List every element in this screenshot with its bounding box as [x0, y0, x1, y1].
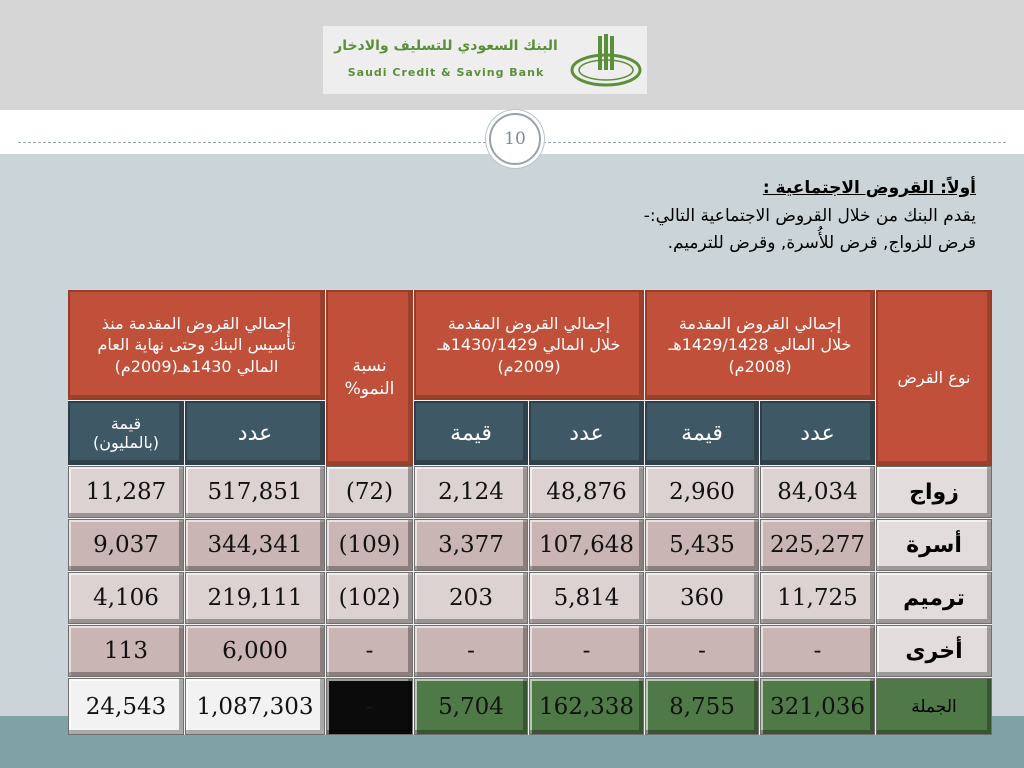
table-cell: -	[414, 625, 528, 677]
table-cell: -	[645, 625, 759, 677]
table-cell: 4,106	[68, 572, 184, 624]
table-cell: -	[326, 625, 413, 677]
logo-arabic-name: البنك السعودي للتسليف والادخار	[334, 38, 558, 54]
total-row-label: الجملة	[876, 678, 992, 735]
table-cell: 9,037	[68, 519, 184, 571]
table-cell: 225,277	[760, 519, 875, 571]
subheader-count-2009: عدد	[529, 401, 644, 465]
table-cell: 5,814	[529, 572, 644, 624]
wheat-emblem-icon	[569, 32, 643, 88]
row-label: زواج	[876, 466, 992, 518]
table-cell: 6,000	[185, 625, 325, 677]
total-cell: 5,704	[414, 678, 528, 735]
table-cell: 517,851	[185, 466, 325, 518]
total-cell: 162,338	[529, 678, 644, 735]
table-cell: 113	[68, 625, 184, 677]
total-cell: 321,036	[760, 678, 875, 735]
row-label: أسرة	[876, 519, 992, 571]
header-loan-type: نوع القرض	[876, 290, 992, 466]
table-cell: 5,435	[645, 519, 759, 571]
table-cell: 84,034	[760, 466, 875, 518]
table-cell: 360	[645, 572, 759, 624]
table-cell: 107,648	[529, 519, 644, 571]
intro-line-1: يقدم البنك من خلال القروض الاجتماعية التالي:-	[643, 206, 976, 226]
table-cell: 2,960	[645, 466, 759, 518]
row-label: أخرى	[876, 625, 992, 677]
total-cell: 8,755	[645, 678, 759, 735]
subheader-total-count: عدد	[185, 401, 325, 465]
table-cell: 48,876	[529, 466, 644, 518]
intro-text	[76, 178, 976, 260]
header-group-total: إجمالي القروض المقدمة منذ تأسيس البنك وحتى نهاية العام المالي 1430هـ(2009م)	[68, 290, 325, 400]
table-cell: 203	[414, 572, 528, 624]
subheader-value-2009: قيمة	[414, 401, 528, 465]
table-cell: 344,341	[185, 519, 325, 571]
header-growth: نسبة النمو%	[326, 290, 413, 466]
page-number: 10	[489, 113, 541, 165]
total-cell: -	[326, 678, 413, 735]
total-cell: 24,543	[68, 678, 184, 735]
bank-logo	[323, 26, 647, 94]
header-group-2009: إجمالي القروض المقدمة خلال المالي 1430/1429هـ (2009م)	[414, 290, 644, 400]
loans-table	[68, 290, 992, 735]
total-cell: 1,087,303	[185, 678, 325, 735]
table-cell: -	[529, 625, 644, 677]
table-cell: 3,377	[414, 519, 528, 571]
table-cell: (72)	[326, 466, 413, 518]
table-cell: (102)	[326, 572, 413, 624]
table-cell: 11,287	[68, 466, 184, 518]
logo-english-name: Saudi Credit & Saving Bank	[347, 66, 545, 79]
table-cell: 219,111	[185, 572, 325, 624]
row-label: ترميم	[876, 572, 992, 624]
table-cell: 2,124	[414, 466, 528, 518]
header-group-2008: إجمالي القروض المقدمة خلال المالي 1429/1428هـ (2008م)	[645, 290, 875, 400]
subheader-count-2008: عدد	[760, 401, 875, 465]
table-cell: (109)	[326, 519, 413, 571]
table-cell: -	[760, 625, 875, 677]
intro-line-2: قرض للزواج, قرض للأُسرة, وقرض للترميم.	[667, 233, 976, 253]
subheader-value-2008: قيمة	[645, 401, 759, 465]
section-heading: أولاً: القروض الاجتماعية :	[762, 178, 976, 198]
table-cell: 11,725	[760, 572, 875, 624]
subheader-total-value: قيمة (بالمليون)	[68, 401, 184, 465]
